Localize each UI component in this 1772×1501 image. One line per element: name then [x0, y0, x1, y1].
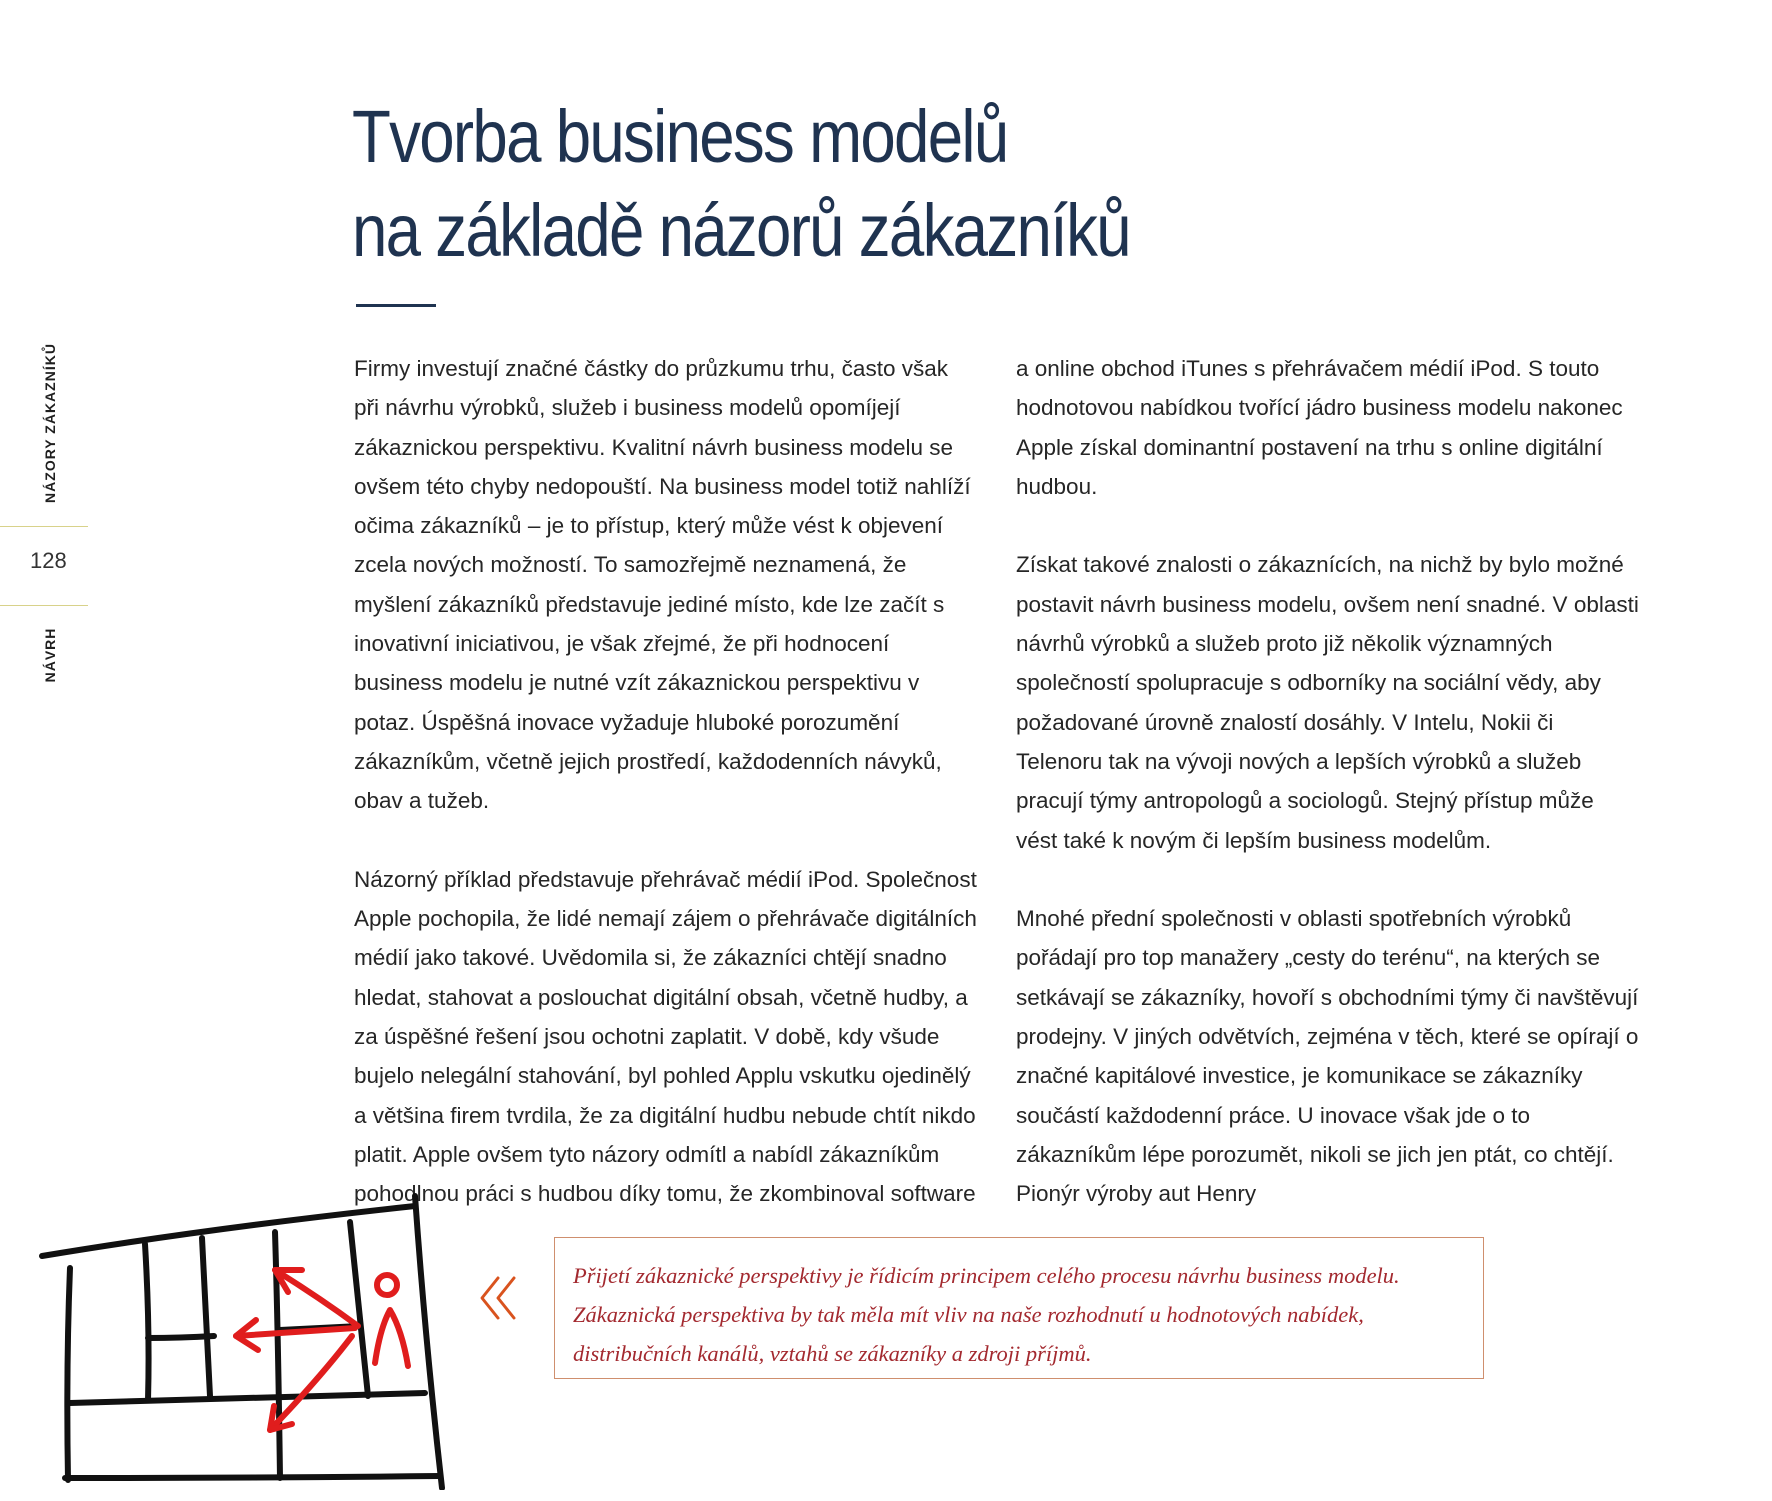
title-line-2: na základě názorů zákazníků	[352, 189, 1130, 272]
paragraph: a online obchod iTunes s přehrávačem médií iPod. S touto hodnotovou nabídkou tvořící jádro business modelu nakonec Apple získal dominantní postavení na trhu s online digitální hudbou.	[1016, 356, 1623, 499]
left-text-column	[354, 349, 979, 1214]
sidebar-chapter-text: NÁVRH	[42, 627, 58, 683]
page-title	[352, 90, 1130, 278]
sidebar-chapter-label	[38, 615, 62, 695]
paragraph: Mnohé přední společnosti v oblasti spotřebních výrobků pořádají pro top manažery „cesty do terénu“, na kterých se setkávají se zákazníky, hovoří s obchodními týmy či navštěvují prodejny. V jiných odvětvích, zejména v těch, které se opírají o značné kapitálové investice, je komunikace se zákazníky součástí každodenní práce. U inovace však jde o to zákazníkům lépe porozumět, nikoli se jich jen ptát, co chtějí. Pionýr výroby aut Henry	[1016, 906, 1639, 1207]
business-model-canvas-sketch-icon	[30, 1188, 450, 1490]
double-chevron-left-icon	[476, 1272, 520, 1324]
title-line-1: Tvorba business modelů	[352, 95, 1008, 178]
paragraph: Firmy investují značné částky do průzkumu trhu, často však při návrhu výrobků, služeb i business modelů opomíjejí zákaznickou perspektivu. Kvalitní návrh business modelu se ovšem této chyby nedopouští. Na business model totiž nahlíží očima zákazníků – je to přístup, který může vést k objevení zcela nových možností. To samozřejmě neznamená, že myšlení zákazníků představuje jediné místo, kde lze začít s inovativní iniciativou, je však zřejmé, že při hodnocení business modelu je nutné vzít zákaznickou perspektivu v potaz. Úspěšná inovace vyžaduje hluboké porozumění zákazníkům, včetně jejich prostředí, každodenních návyků, obav a tužeb.	[354, 356, 971, 814]
title-underline	[356, 304, 436, 307]
paragraph: Získat takové znalosti o zákaznících, na nichž by bylo možné postavit návrh business modelu, ovšem není snadné. V oblasti návrhů výrobků a služeb proto již několik významných společností spolupracuje s odborníky na sociální vědy, aby požadované úrovně znalostí dosáhly. V Intelu, Nokii či Telenoru tak na vývoji nových a lepších výrobků a služeb pracují týmy antropologů a sociologů. Stejný přístup může vést také k novým či lepším business modelům.	[1016, 552, 1639, 853]
sidebar-divider-bottom	[0, 605, 88, 606]
sidebar-divider-top	[0, 526, 88, 527]
sidebar-section-label	[38, 340, 62, 505]
paragraph: Názorný příklad představuje přehrávač médií iPod. Společnost Apple pochopila, že lidé nemají zájem o přehrávače digitálních médií jako takové. Uvědomila si, že zákazníci chtějí snadno hledat, stahovat a poslouchat digitální obsah, včetně hudby, a za úspěšné řešení jsou ochotni zaplatit. V době, kdy všude bujelo nelegální stahování, byl pohled Applu vskutku ojedinělý a většina firem tvrdila, že za digitální hudbu nebude chtít nikdo platit. Apple ovšem tyto názory odmítl a nabídl zákazníkům pohodlnou práci s hudbou díky tomu, že zkombinoval software	[354, 866, 977, 1207]
pull-quote-text: Přijetí zákaznické perspektivy je řídicím principem celého procesu návrhu business modelu. Zákaznická perspektiva by tak měla mít vliv na naše rozhodnutí u hodnotových nabídek, distribučních kanálů, vztahů se zákazníky a zdroji příjmů.	[573, 1263, 1400, 1366]
sidebar-section-text: NÁZORY ZÁKAZNÍKŮ	[42, 342, 58, 503]
right-text-column	[1016, 349, 1641, 1214]
pull-quote	[554, 1237, 1484, 1379]
page-number: 128	[30, 548, 67, 573]
